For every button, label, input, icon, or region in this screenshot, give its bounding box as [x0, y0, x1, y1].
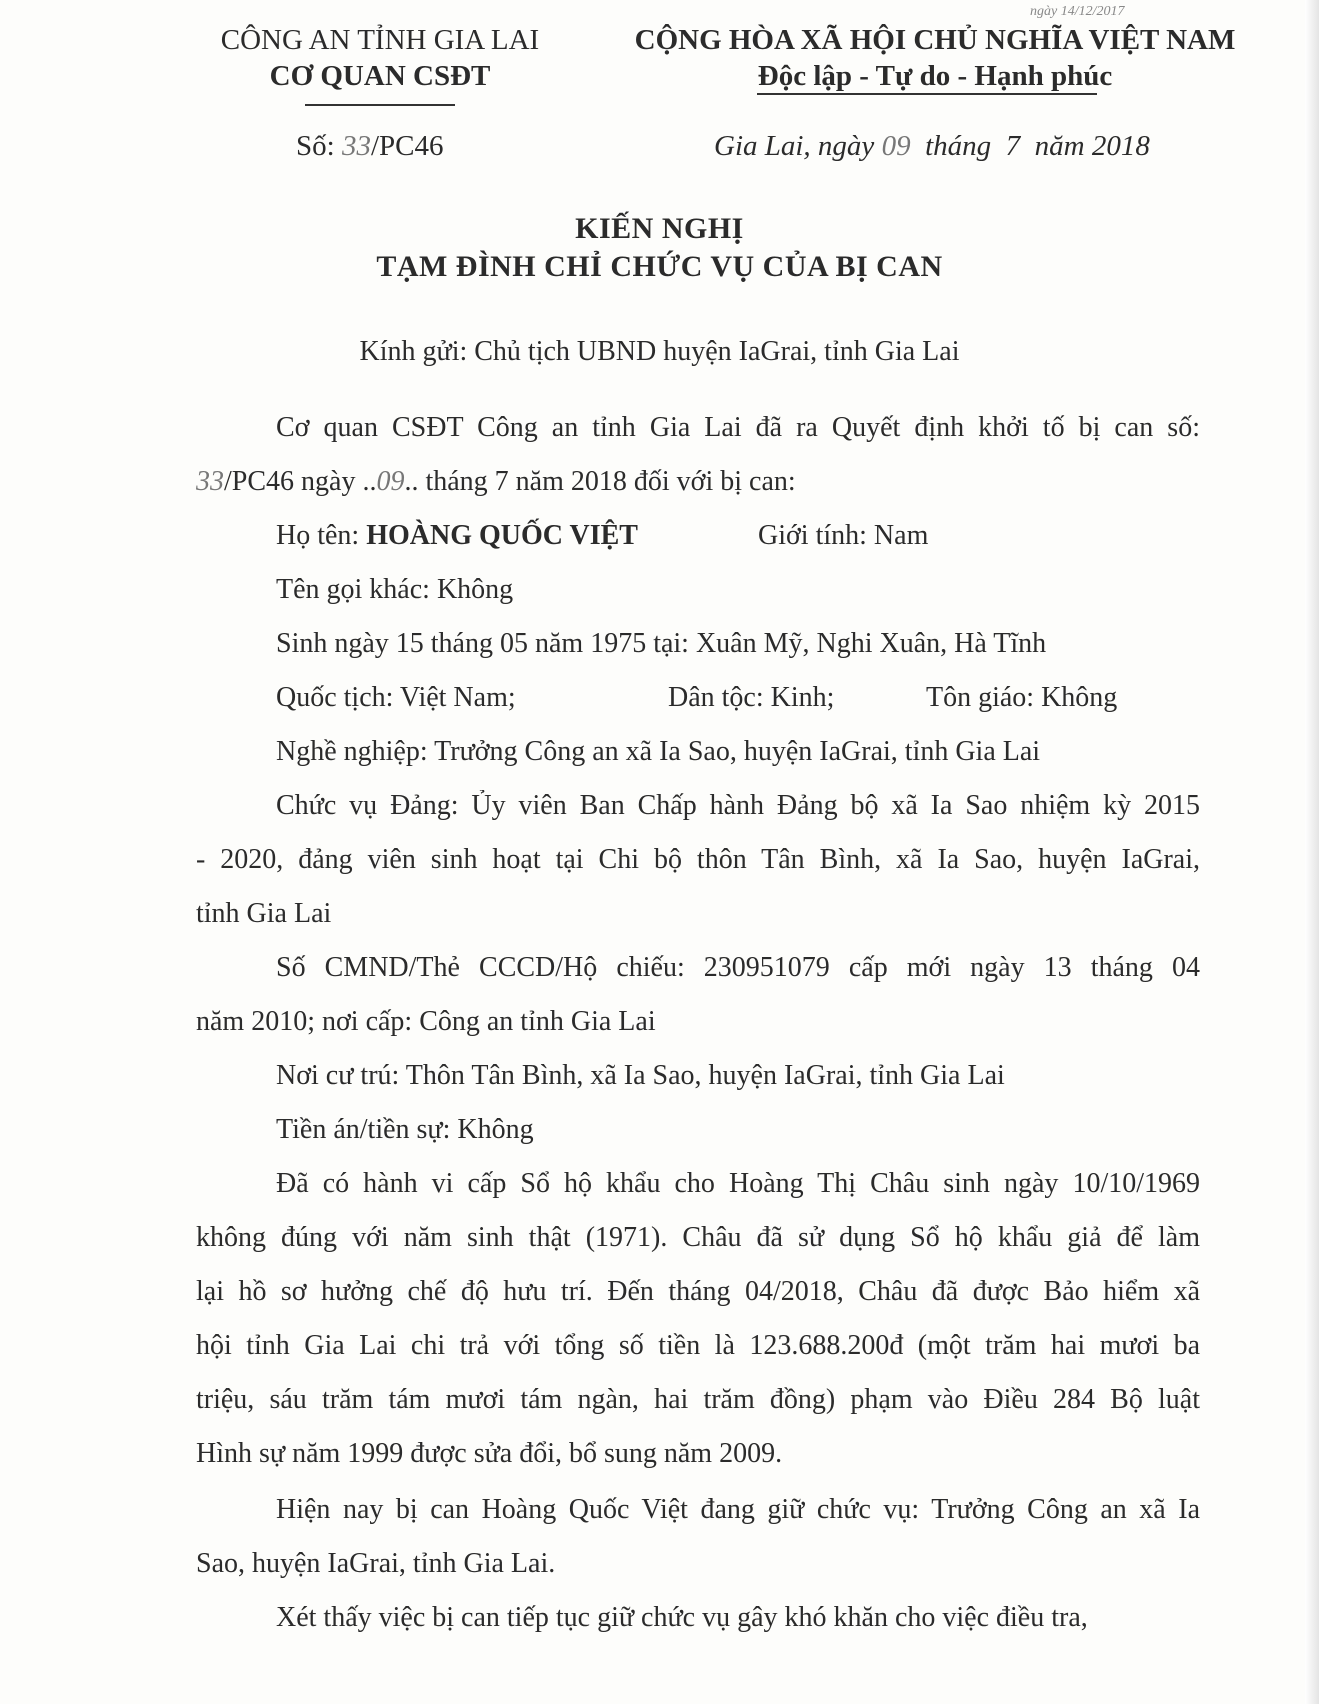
religion: Tôn giáo: Không	[926, 682, 1118, 713]
current-position-line-2: Sao, huyện IaGrai, tỉnh Gia Lai.	[196, 1548, 556, 1579]
motto-underline	[757, 93, 1097, 95]
intro-line-2: 33/PC46 ngày ..09.. tháng 7 năm 2018 đối với bị can:	[196, 466, 796, 497]
party-position-line-3: tỉnh Gia Lai	[196, 898, 332, 929]
intro-line-1: Cơ quan CSĐT Công an tỉnh Gia Lai đã ra Quyết định khởi tố bị can số:	[276, 412, 1200, 443]
document-title: KIẾN NGHỊ	[575, 212, 744, 245]
issuing-authority: CÔNG AN TỈNH GIA LAI	[220, 24, 540, 56]
national-motto: Độc lập - Tự do - Hạnh phúc	[757, 60, 1113, 92]
current-position-line-1: Hiện nay bị can Hoàng Quốc Việt đang giữ chức vụ: Trưởng Công an xã Ia	[276, 1494, 1200, 1525]
act-line-3: lại hồ sơ hưởng chế độ hưu trí. Đến tháng 04/2018, Châu đã được Bảo hiểm xã	[196, 1276, 1200, 1307]
alias: Tên gọi khác: Không	[276, 574, 514, 605]
birth-info: Sinh ngày 15 tháng 05 năm 1975 tại: Xuân Mỹ, Nghi Xuân, Hà Tĩnh	[276, 628, 1047, 659]
issuing-unit: CƠ QUAN CSĐT	[269, 60, 491, 92]
ethnicity: Dân tộc: Kinh;	[668, 682, 835, 713]
decision-number-handwritten: 33	[196, 466, 224, 497]
residence: Nơi cư trú: Thôn Tân Bình, xã Ia Sao, huyện IaGrai, tỉnh Gia Lai	[276, 1060, 1005, 1091]
document-subtitle: TẠM ĐÌNH CHỈ CHỨC VỤ CỦA BỊ CAN	[376, 250, 943, 283]
act-line-2: không đúng với năm sinh thật (1971). Châu đã sử dụng Sổ hộ khẩu giả để làm	[196, 1222, 1200, 1253]
party-position-line-1: Chức vụ Đảng: Ủy viên Ban Chấp hành Đảng bộ xã Ia Sao nhiệm kỳ 2015	[276, 790, 1200, 821]
decision-day-handwritten: 09	[376, 466, 405, 497]
occupation: Nghề nghiệp: Trưởng Công an xã Ia Sao, huyện IaGrai, tỉnh Gia Lai	[276, 736, 1041, 767]
party-position-line-2: - 2020, đảng viên sinh hoạt tại Chi bộ thôn Tân Bình, xã Ia Sao, huyện IaGrai,	[196, 844, 1200, 875]
document-number: Số: 33/PC46	[296, 130, 444, 162]
left-header-rule	[305, 104, 455, 106]
issue-date: Gia Lai, ngày 09 tháng 7 năm 2018	[714, 130, 1150, 162]
gender: Giới tính: Nam	[758, 520, 929, 551]
suspect-name: HOÀNG QUỐC VIỆT	[366, 520, 638, 551]
country-name: CỘNG HÒA XÃ HỘI CHỦ NGHĨA VIỆT NAM	[634, 24, 1236, 56]
criminal-record: Tiền án/tiền sự: Không	[276, 1114, 534, 1145]
name-line: Họ tên: HOÀNG QUỐC VIỆT	[276, 520, 638, 551]
id-card-line-2: năm 2010; nơi cấp: Công an tỉnh Gia Lai	[196, 1006, 656, 1037]
act-line-4: hội tỉnh Gia Lai chi trả với tổng số tiền là 123.688.200đ (một trăm hai mươi ba	[196, 1330, 1200, 1361]
corner-note: ngày 14/12/2017	[1030, 4, 1125, 19]
act-line-5: triệu, sáu trăm tám mươi tám ngàn, hai trăm đồng) phạm vào Điều 284 Bộ luật	[196, 1384, 1200, 1415]
act-line-1: Đã có hành vi cấp Sổ hộ khẩu cho Hoàng Thị Châu sinh ngày 10/10/1969	[276, 1168, 1200, 1199]
id-card-line-1: Số CMND/Thẻ CCCD/Hộ chiếu: 230951079 cấp mới ngày 13 tháng 04	[276, 952, 1200, 983]
recipient: Kính gửi: Chủ tịch UBND huyện IaGrai, tỉnh Gia Lai	[359, 336, 960, 367]
issue-day-handwritten: 09	[881, 130, 911, 162]
nationality: Quốc tịch: Việt Nam;	[276, 682, 516, 713]
act-line-6: Hình sự năm 1999 được sửa đổi, bổ sung năm 2009.	[196, 1438, 783, 1469]
consideration-line: Xét thấy việc bị can tiếp tục giữ chức vụ gây khó khăn cho việc điều tra,	[276, 1602, 1088, 1633]
document-number-handwritten: 33	[341, 130, 371, 162]
